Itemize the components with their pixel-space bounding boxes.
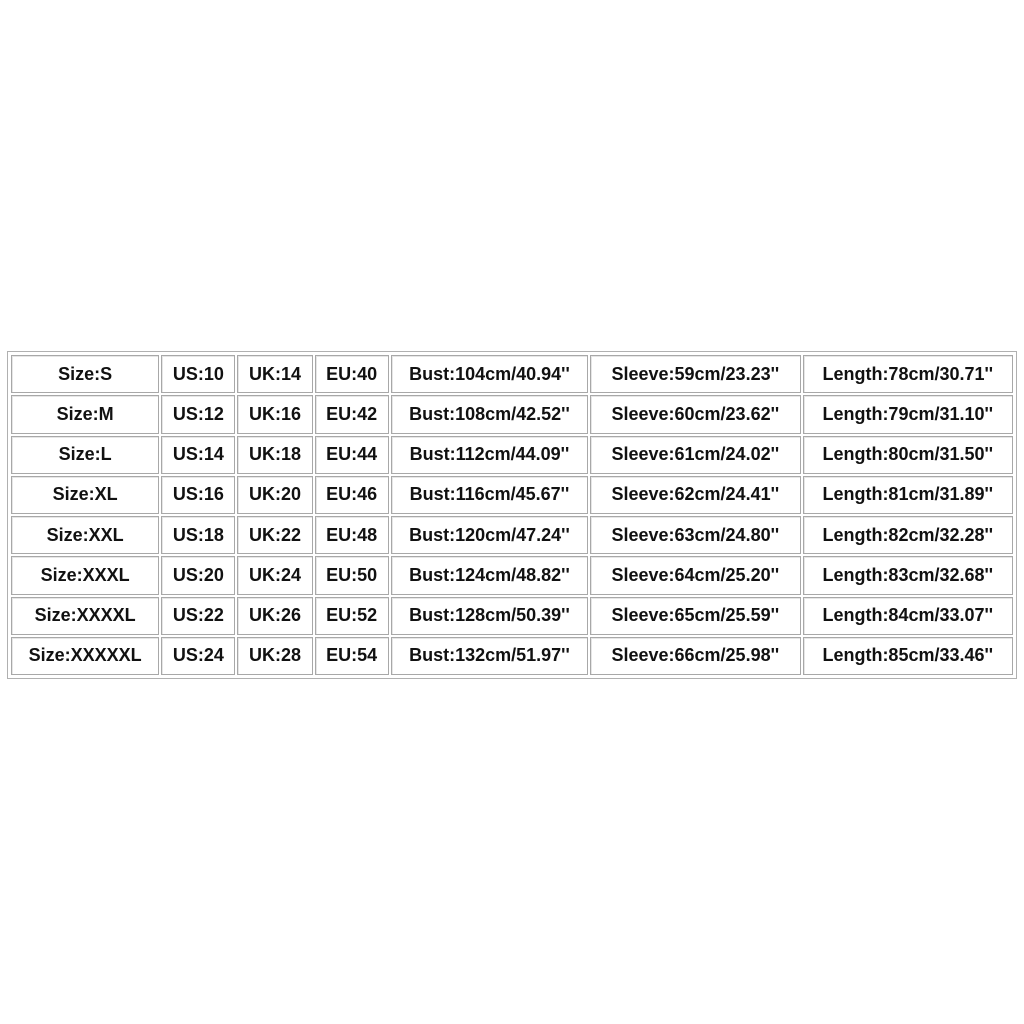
- table-row: [11, 355, 1013, 393]
- uk-cell: UK:22: [237, 516, 312, 554]
- size-cell: Size:XXXXL: [11, 597, 159, 635]
- length-cell: Length:80cm/31.50'': [803, 436, 1013, 474]
- us-cell: US:12: [161, 395, 235, 433]
- bust-cell: Bust:120cm/47.24'': [391, 516, 588, 554]
- sleeve-cell: Sleeve:62cm/24.41'': [590, 476, 800, 514]
- uk-cell: UK:20: [237, 476, 312, 514]
- table-row: [11, 476, 1013, 514]
- length-cell: Length:84cm/33.07'': [803, 597, 1013, 635]
- sleeve-cell: Sleeve:59cm/23.23'': [590, 355, 800, 393]
- us-cell: US:14: [161, 436, 235, 474]
- size-cell: Size:XXXXXL: [11, 637, 159, 675]
- table-row: [11, 395, 1013, 433]
- bust-cell: Bust:132cm/51.97'': [391, 637, 588, 675]
- size-chart-table: [7, 351, 1017, 679]
- table-row: [11, 556, 1013, 594]
- table-row: [11, 637, 1013, 675]
- size-chart-grid: [9, 353, 1015, 677]
- eu-cell: EU:42: [315, 395, 389, 433]
- size-chart-body: [11, 355, 1013, 675]
- length-cell: Length:81cm/31.89'': [803, 476, 1013, 514]
- size-cell: Size:XXXL: [11, 556, 159, 594]
- size-cell: Size:M: [11, 395, 159, 433]
- size-cell: Size:L: [11, 436, 159, 474]
- us-cell: US:24: [161, 637, 235, 675]
- length-cell: Length:79cm/31.10'': [803, 395, 1013, 433]
- sleeve-cell: Sleeve:64cm/25.20'': [590, 556, 800, 594]
- bust-cell: Bust:128cm/50.39'': [391, 597, 588, 635]
- eu-cell: EU:44: [315, 436, 389, 474]
- uk-cell: UK:14: [237, 355, 312, 393]
- sleeve-cell: Sleeve:66cm/25.98'': [590, 637, 800, 675]
- us-cell: US:16: [161, 476, 235, 514]
- uk-cell: UK:16: [237, 395, 312, 433]
- us-cell: US:22: [161, 597, 235, 635]
- eu-cell: EU:40: [315, 355, 389, 393]
- sleeve-cell: Sleeve:65cm/25.59'': [590, 597, 800, 635]
- size-cell: Size:S: [11, 355, 159, 393]
- us-cell: US:18: [161, 516, 235, 554]
- bust-cell: Bust:112cm/44.09'': [391, 436, 588, 474]
- uk-cell: UK:28: [237, 637, 312, 675]
- eu-cell: EU:48: [315, 516, 389, 554]
- size-cell: Size:XL: [11, 476, 159, 514]
- bust-cell: Bust:108cm/42.52'': [391, 395, 588, 433]
- length-cell: Length:78cm/30.71'': [803, 355, 1013, 393]
- bust-cell: Bust:104cm/40.94'': [391, 355, 588, 393]
- uk-cell: UK:26: [237, 597, 312, 635]
- sleeve-cell: Sleeve:61cm/24.02'': [590, 436, 800, 474]
- bust-cell: Bust:124cm/48.82'': [391, 556, 588, 594]
- eu-cell: EU:54: [315, 637, 389, 675]
- eu-cell: EU:46: [315, 476, 389, 514]
- sleeve-cell: Sleeve:63cm/24.80'': [590, 516, 800, 554]
- length-cell: Length:82cm/32.28'': [803, 516, 1013, 554]
- uk-cell: UK:18: [237, 436, 312, 474]
- table-row: [11, 597, 1013, 635]
- uk-cell: UK:24: [237, 556, 312, 594]
- eu-cell: EU:50: [315, 556, 389, 594]
- us-cell: US:20: [161, 556, 235, 594]
- sleeve-cell: Sleeve:60cm/23.62'': [590, 395, 800, 433]
- length-cell: Length:85cm/33.46'': [803, 637, 1013, 675]
- table-row: [11, 516, 1013, 554]
- us-cell: US:10: [161, 355, 235, 393]
- table-row: [11, 436, 1013, 474]
- bust-cell: Bust:116cm/45.67'': [391, 476, 588, 514]
- length-cell: Length:83cm/32.68'': [803, 556, 1013, 594]
- eu-cell: EU:52: [315, 597, 389, 635]
- size-cell: Size:XXL: [11, 516, 159, 554]
